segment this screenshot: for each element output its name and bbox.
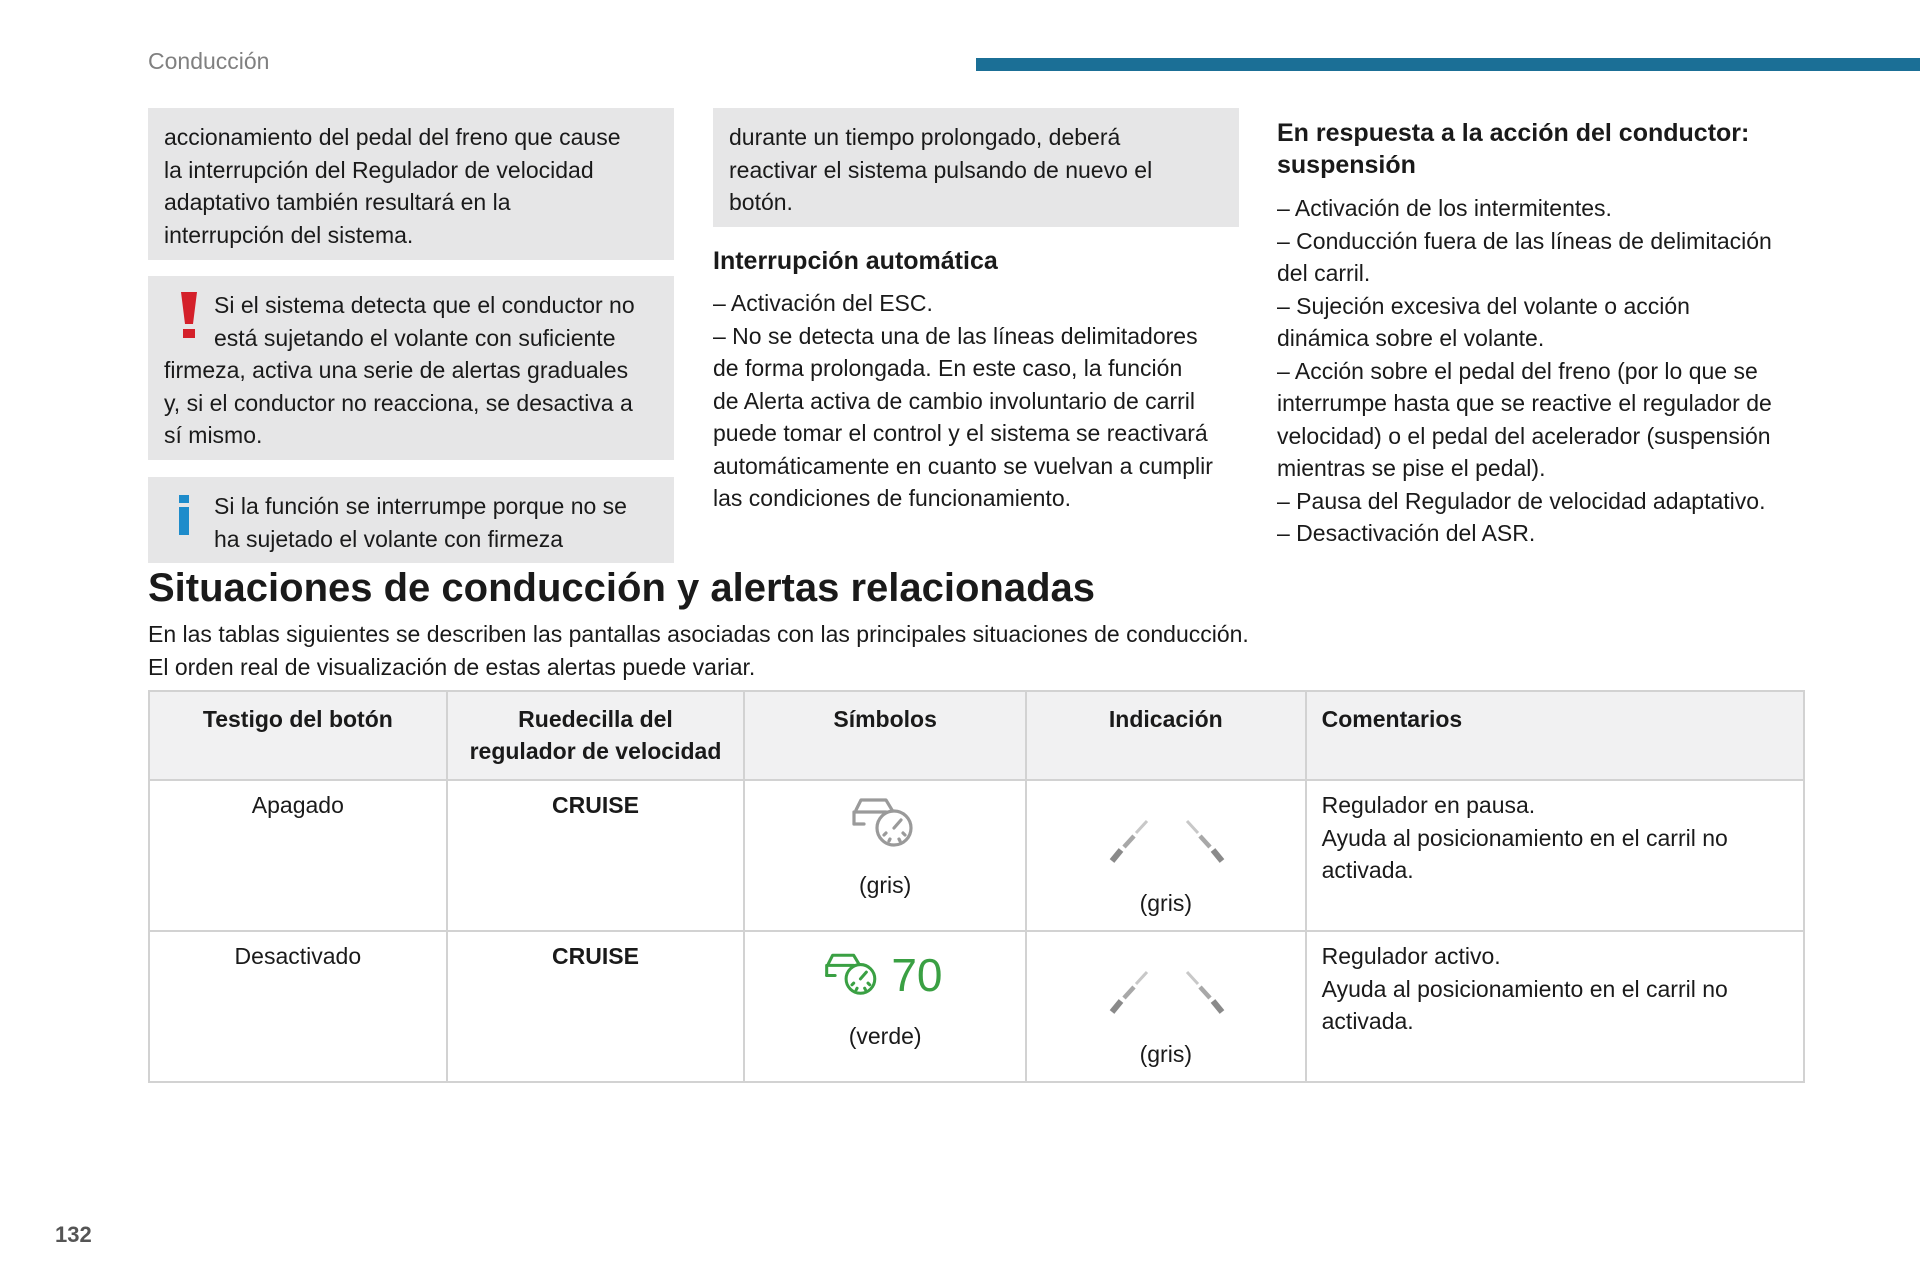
header-comments: Comentarios: [1306, 691, 1804, 780]
driving-situations-table: [148, 690, 1805, 1083]
list-item: – No se detecta una de las líneas delimitadores: [713, 322, 1198, 349]
note-box-brake: [148, 108, 674, 260]
text-line: En las tablas siguientes se describen las pantallas asociadas con las principales situaciones de conducción.: [148, 621, 1249, 647]
list-item: – Desactivación del ASR.: [1277, 520, 1536, 546]
cell-symbol: [744, 780, 1026, 931]
cell-indication: [1026, 931, 1306, 1082]
text-line: activada.: [1321, 857, 1414, 883]
info-icon: [176, 495, 192, 535]
header-button-indicator: Testigo del botón: [149, 691, 447, 780]
table-row: [149, 780, 1804, 931]
heading-line: suspensión: [1277, 151, 1416, 179]
text-line: dinámica sobre el volante.: [1277, 325, 1545, 351]
text-line: Si la función se interrumpe porque no se: [214, 493, 627, 519]
table-header-row: [149, 691, 1804, 780]
text-line: de Alerta activa de cambio involuntario de carril: [713, 387, 1195, 414]
text-line: mientras se pise el pedal).: [1277, 455, 1546, 481]
text-line: botón.: [729, 189, 793, 215]
text-line: Regulador activo.: [1321, 943, 1501, 969]
text-line: interrumpe hasta que se reactive el regulador de: [1277, 390, 1772, 416]
text-line: ha sujetado el volante con firmeza: [214, 525, 564, 552]
heading-line: En respuesta a la acción del conductor:: [1277, 119, 1750, 147]
exclamation-icon: [178, 290, 200, 340]
symbol-caption: (verde): [848, 1023, 922, 1049]
header-symbols: Símbolos: [744, 691, 1026, 780]
text-line: El orden real de visualización de estas alertas puede variar.: [148, 653, 756, 680]
list-item: – Pausa del Regulador de velocidad adaptativo.: [1277, 487, 1766, 514]
list-item: – Activación de los intermitentes.: [1277, 195, 1612, 221]
section-intro: [148, 618, 1808, 683]
cell-indication: [1026, 780, 1306, 931]
text-line: durante un tiempo prolongado, deberá: [729, 124, 1121, 150]
heading-automatic-interruption: Interrupción automática: [713, 247, 998, 275]
info-box: [148, 477, 674, 563]
automatic-interruption-list: [713, 287, 1253, 515]
symbol-value: 70: [891, 949, 943, 1001]
text-line: la interrupción del Regulador de velocidad: [164, 156, 594, 183]
text-line: Si el sistema detecta que el conductor no: [214, 292, 635, 318]
symbol-caption: (gris): [858, 872, 912, 898]
text-line: firmeza, activa una serie de alertas graduales: [164, 357, 629, 383]
text-line: Ayuda al posicionamiento en el carril no: [1321, 975, 1728, 1002]
header-indication: Indicación: [1026, 691, 1306, 780]
page-number: 132: [55, 1222, 92, 1247]
header-accent-bar: [976, 58, 1920, 71]
cell-button-state: Desactivado: [149, 931, 447, 1082]
header-cruise-wheel: [447, 691, 745, 780]
header-line: Ruedecilla del: [518, 706, 673, 732]
text-line: activada.: [1321, 1008, 1414, 1034]
list-item: – Sujeción excesiva del volante o acción: [1277, 292, 1690, 319]
text-line: de forma prolongada. En este caso, la función: [713, 355, 1183, 381]
text-line: puede tomar el control y el sistema se reactivará: [713, 420, 1208, 446]
heading-driver-response: [1277, 117, 1837, 181]
cruise-control-icon: [852, 794, 916, 848]
section-title: Conducción: [148, 48, 270, 74]
cell-symbol: [744, 931, 1026, 1082]
list-item: – Activación del ESC.: [713, 290, 933, 316]
cell-comments: [1306, 931, 1804, 1082]
indication-caption: (gris): [1139, 890, 1192, 916]
note-box-reactivate: [713, 108, 1239, 227]
lane-lines-icon: [1107, 970, 1227, 1014]
text-line: velocidad) o el pedal del acelerador (suspensión: [1277, 422, 1771, 449]
table-row: [149, 931, 1804, 1082]
cell-wheel-position: CRUISE: [447, 931, 745, 1082]
cell-comments: [1306, 780, 1804, 931]
text-line: reactivar el sistema pulsando de nuevo el: [729, 156, 1153, 183]
header-line: regulador de velocidad: [469, 738, 722, 764]
lane-lines-icon: [1107, 819, 1227, 863]
page-title: Situaciones de conducción y alertas relacionadas: [148, 566, 1096, 610]
warning-box: [148, 276, 674, 460]
text-line: sí mismo.: [164, 422, 263, 448]
text-line: Ayuda al posicionamiento en el carril no: [1321, 824, 1728, 851]
text-line: Regulador en pausa.: [1321, 792, 1536, 818]
text-line: y, si el conductor no reacciona, se desactiva a: [164, 389, 633, 416]
text-line: adaptativo también resultará en la: [164, 189, 511, 215]
text-line: accionamiento del pedal del freno que cause: [164, 124, 621, 150]
text-line: del carril.: [1277, 260, 1371, 286]
list-item: – Acción sobre el pedal del freno (por lo que se: [1277, 357, 1758, 384]
driver-response-list: [1277, 192, 1847, 550]
list-item: – Conducción fuera de las líneas de delimitación: [1277, 227, 1772, 254]
indication-caption: (gris): [1139, 1041, 1192, 1067]
text-line: automáticamente en cuanto se vuelvan a cumplir: [713, 452, 1213, 479]
text-line: está sujetando el volante con suficiente: [214, 324, 616, 351]
text-line: interrupción del sistema.: [164, 221, 414, 248]
cell-button-state: Apagado: [149, 780, 447, 931]
text-line: las condiciones de funcionamiento.: [713, 485, 1072, 511]
cell-wheel-position: CRUISE: [447, 780, 745, 931]
cruise-control-icon: [825, 950, 879, 996]
